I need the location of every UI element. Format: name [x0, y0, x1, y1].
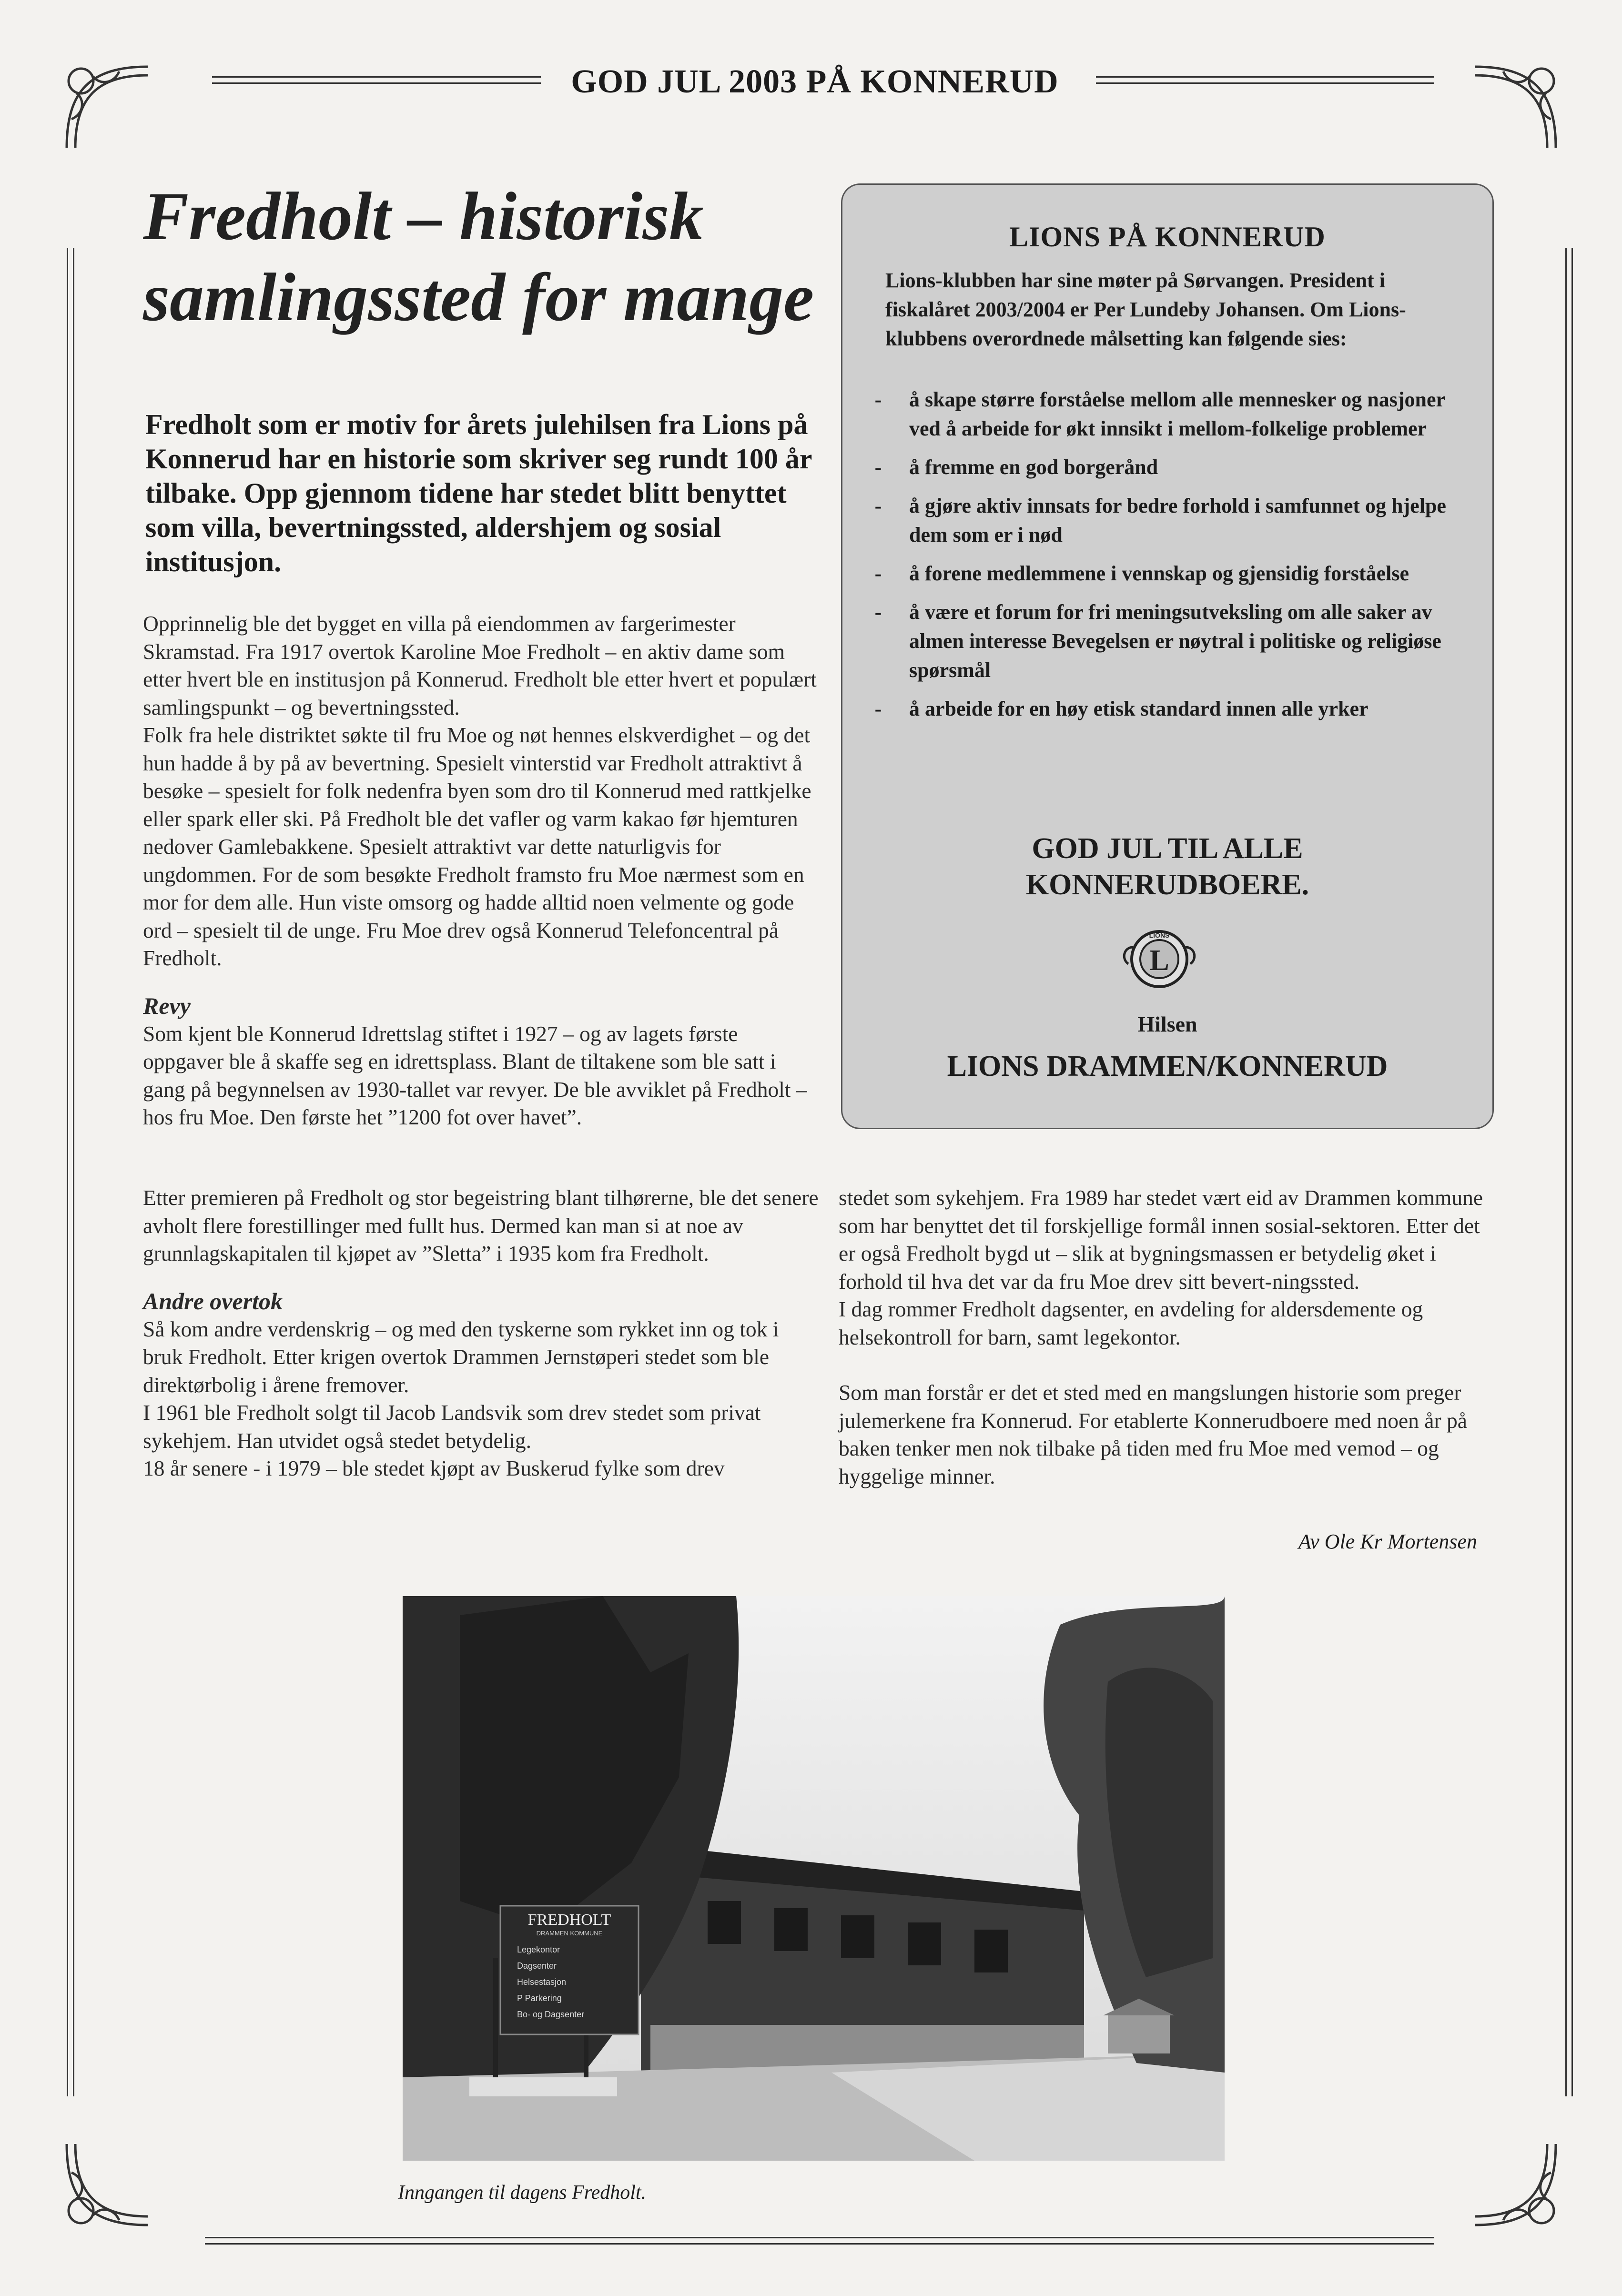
greeting-line-2: KONNERUDBOERE. [1025, 869, 1309, 901]
top-rule-left [212, 76, 541, 84]
list-item-text: å gjøre aktiv innsats for bedre forhold i samfunnet og hjelpe dem som er i nød [909, 494, 1446, 546]
masthead: GOD JUL 2003 PÅ KONNERUD [571, 63, 1059, 100]
article-paragraph: Så kom andre verdenskrig – og med den tyskerne som rykket inn og tok i bruk Fredholt. Etter krigen overtok Drammen Jernstøperi stedet som ble direktørbolig i årene fremover. [143, 1316, 779, 1397]
list-dash: - [874, 562, 882, 585]
list-dash: - [874, 494, 882, 517]
list-item-text: å forene medlemmene i vennskap og gjensidig forståelse [909, 562, 1409, 585]
lions-info-box [841, 183, 1494, 1129]
list-dash: - [874, 455, 882, 479]
corner-ornament-icon [1465, 2134, 1570, 2239]
list-item [869, 385, 1469, 443]
subheading-revy: Revy [143, 992, 191, 1019]
lions-signature: LIONS DRAMMEN/KONNERUD [947, 1050, 1388, 1082]
article-column-2 [839, 1184, 1491, 1490]
subheading-andre-overtok: Andre overtok [143, 1287, 283, 1315]
article-paragraph: I dag rommer Fredholt dagsenter, en avdeling for aldersdemente og helsekontroll for barn, samt legekontor. [839, 1297, 1423, 1349]
article-paragraph: stedet som sykehjem. Fra 1989 har stedet vært eid av Drammen kommune som har benyttet det til forskjellige formål innen sosial-sektoren. Etter det er også Fredholt bygd ut – slik at bygningsmassen er betydelig øket i forhold til hva det var da fru Moe drev sitt bevert-ningssted. [839, 1185, 1483, 1294]
article-lead: Fredholt som er motiv for årets julehilsen fra Lions på Konnerud har en historie som skriver seg rundt 100 år tilbake. Opp gjennom tidene har stedet blitt benyttet som villa, bevertningssted, aldershjem og sosial institusjon. [145, 409, 812, 577]
lions-box-title: LIONS PÅ KONNERUD [1009, 221, 1326, 253]
list-item [869, 453, 1469, 482]
article-paragraph: Som kjent ble Konnerud Idrettslag stiftet i 1927 – og av lagets første oppgaver ble å skaffe seg en idrettsplass. Blant de tiltakene som ble satt i gang på begynnelsen av 1930-tallet var revyer. De ble avviklet på Fredholt – hos fru Moe. Den første het ”1200 fot over havet”. [143, 1021, 807, 1129]
list-item-text: å arbeide for en høy etisk standard innen alle yrker [909, 697, 1369, 720]
sign-line: P Parkering [517, 1993, 562, 2003]
right-rule [1565, 248, 1573, 2096]
fredholt-photo [403, 1596, 1225, 2161]
article-paragraph: 18 år senere - i 1979 – ble stedet kjøpt av Buskerud fylke som drev [143, 1456, 725, 1480]
top-rule-right [1096, 76, 1434, 84]
lions-box-intro: Lions-klubben har sine møter på Sørvangen. President i fiskalåret 2003/2004 er Per Lundeby Johansen. Om Lions-klubbens overordnede målsetting kan følgende sies: [885, 269, 1406, 350]
sign-line: Helsestasjon [517, 1977, 567, 1987]
corner-ornament-icon [52, 52, 157, 157]
list-item [869, 694, 1469, 723]
sign-line: Bo- og Dagsenter [517, 2010, 585, 2019]
bottom-rule [205, 2237, 1434, 2245]
article-title-line-1: Fredholt – historisk [143, 179, 704, 254]
list-item [869, 597, 1469, 685]
sign-line: Legekontor [517, 1945, 560, 1954]
fredholt-building-image [403, 1596, 1225, 2161]
christmas-greeting [842, 830, 1492, 903]
list-item [869, 559, 1469, 588]
article-title [143, 176, 834, 338]
lions-hilsen: Hilsen [1137, 1012, 1197, 1036]
byline: Av Ole Kr Mortensen [1298, 1530, 1477, 1553]
greeting-line-1: GOD JUL TIL ALLE [1032, 832, 1303, 865]
photo-caption: Inngangen til dagens Fredholt. [398, 2182, 647, 2204]
list-item-text: å skape større forståelse mellom alle mennesker og nasjoner ved å arbeide for økt innsikt i mellom-folkelige problemer [909, 388, 1445, 440]
sign-title: FREDHOLT [527, 1911, 611, 1929]
svg-text:L: L [1149, 944, 1169, 977]
article-paragraph: Som man forstår er det et sted med en mangslungen historie som preger julemerkene fra Konnerud. For etablerte Konnerudboere med noen år på baken tenker men nok tilbake på tiden med fru Moe med vemod – og hyggelige minner. [839, 1380, 1467, 1488]
article-paragraph: Etter premieren på Fredholt og stor begeistring blant tilhørerne, ble det senere avholt flere forestillinger med fullt hus. Dermed kan man si at noe av grunnlagskapitalen til kjøpet av ”Sletta” i 1935 kom fra Fredholt. [143, 1185, 819, 1265]
sign-subtitle: DRAMMEN KOMMUNE [536, 1930, 603, 1937]
list-dash: - [874, 388, 882, 411]
list-dash: - [874, 600, 882, 624]
article-title-line-2: samlingssted for mange [143, 260, 814, 335]
list-dash: - [874, 697, 882, 720]
left-rule [67, 248, 74, 2096]
sign-line: Dagsenter [517, 1961, 557, 1971]
article-paragraph: I 1961 ble Fredholt solgt til Jacob Landsvik som drev stedet som privat sykehjem. Han utvidet også stedet betydelig. [143, 1400, 761, 1453]
article-paragraph: Folk fra hele distriktet søkte til fru Moe og nøt hennes elskverdighet – og det hun hadde å by på av bevertning. Spesielt vinterstid var Fredholt attraktivt å besøke – spesielt for folk nedenfra byen som dro til Konnerud med rattkjelke eller spark eller ski. På Fredholt ble det vafler og varm kakao før hjemturen nedover Gamlebakkene. Spesielt attraktivt var dette naturligvis for ungdommen. For de som besøkte Fredholt framsto fru Moe nærmest som en mor for dem alle. Hun viste omsorg og hadde alltid noen velmente og gode ord – spesielt til de unge. Fru Moe drev også Konnerud Telefoncentral på Fredholt. [143, 723, 811, 970]
lions-emblem-icon [1119, 919, 1200, 1000]
corner-ornament-icon [52, 2134, 157, 2239]
article-paragraph: Opprinnelig ble det bygget en villa på eiendommen av fargerimester Skramstad. Fra 1917 overtok Karoline Moe Fredholt – en aktiv dame som etter hvert ble en institusjon på Konnerud. Fredholt ble etter hvert et populært samlingspunkt – og bevertningssted. [143, 611, 817, 719]
list-item [869, 491, 1469, 549]
corner-ornament-icon [1465, 52, 1570, 157]
lions-emblem-label: LIONS [1149, 931, 1170, 939]
article-column-1-top [143, 610, 820, 1132]
lions-goals-list [869, 385, 1469, 733]
list-item-text: å være et forum for fri meningsutveksling om alle saker av almen interesse Bevegelsen er nøytral i politiske og religiøse spørsmål [909, 600, 1441, 682]
list-item-text: å fremme en god borgerånd [909, 455, 1158, 479]
article-column-1-bottom [143, 1184, 820, 1483]
